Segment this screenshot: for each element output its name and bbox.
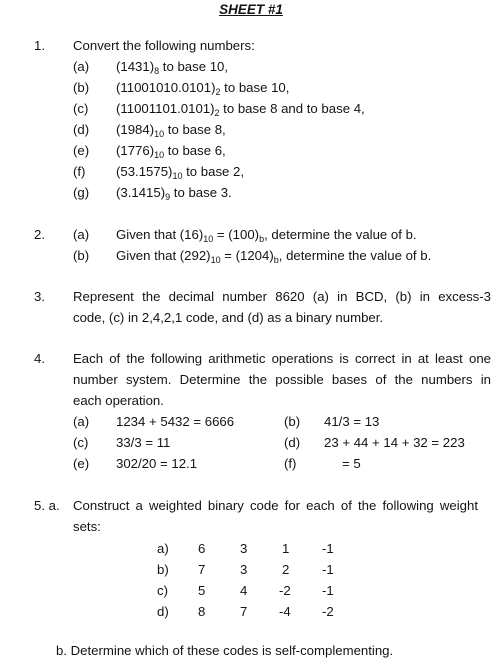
- weight-row-label: d): [157, 604, 169, 619]
- weight-value: -4: [279, 604, 291, 619]
- q2-item-letter: (b): [73, 248, 90, 263]
- weight-value: 5: [198, 583, 206, 598]
- weight-value: 8: [198, 604, 206, 619]
- q4-line: number system. Determine the possible bases of the numbers in: [73, 372, 491, 387]
- weight-row-label: a): [157, 541, 169, 556]
- q4-op-expr: 23 + 44 + 14 + 32 = 223: [324, 435, 465, 450]
- q1-item-letter: (g): [73, 185, 90, 200]
- weight-row-label: b): [157, 562, 169, 577]
- sheet-title: SHEET #1: [219, 2, 283, 17]
- q1-item-text: $(1776)_{10}$ to base 6,: [116, 143, 226, 160]
- q4-op-letter: (b): [284, 414, 301, 429]
- q5-number: 5. a.: [34, 498, 60, 513]
- weight-value: -1: [322, 583, 334, 598]
- q1-item-letter: (a): [73, 59, 90, 74]
- q1-number: 1.: [34, 38, 45, 53]
- q2-number: 2.: [34, 227, 45, 242]
- q1-item-letter: (d): [73, 122, 90, 137]
- weight-value: 6: [198, 541, 206, 556]
- weight-value: 3: [240, 562, 248, 577]
- q1-item-letter: (b): [73, 80, 90, 95]
- weight-value: -1: [322, 562, 334, 577]
- q4-op-expr: 33/3 = 11: [116, 435, 171, 450]
- q2-item-letter: (a): [73, 227, 90, 242]
- q1-item-text: $(3.1415)_9$ to base 3.: [116, 185, 232, 202]
- weight-value: 1: [282, 541, 290, 556]
- q1-prompt: Convert the following numbers:: [73, 38, 255, 53]
- weight-value: -2: [322, 604, 334, 619]
- q1-item-text: $(53.1575)_{10}$ to base 2,: [116, 164, 245, 181]
- weight-value: 2: [282, 562, 290, 577]
- q1-item-letter: (c): [73, 101, 89, 116]
- q3-line: Represent the decimal number 8620 (a) in BCD, (b) in excess-3: [73, 289, 491, 304]
- q4-op-expr: 41/3 = 13: [324, 414, 380, 429]
- weight-value: 3: [240, 541, 248, 556]
- q4-line: each operation.: [73, 393, 164, 408]
- weight-value: -2: [279, 583, 291, 598]
- q4-number: 4.: [34, 351, 45, 366]
- q3-line: code, (c) in 2,4,2,1 code, and (d) as a binary number.: [73, 310, 384, 325]
- q4-op-expr: 1234 + 5432 = 6666: [116, 414, 235, 429]
- q2-item-text: Given that $(16)_{10} = (100)_b$, determine the value of b.: [116, 227, 417, 244]
- q4-op-letter: (c): [73, 435, 89, 450]
- q4-op-expr: = 5: [342, 456, 361, 471]
- q5-line: Construct a weighted binary code for each of the following weight: [73, 498, 478, 513]
- q4-op-letter: (a): [73, 414, 90, 429]
- q1-item-text: $(11001010.0101)_2$ to base 10,: [116, 80, 290, 97]
- q4-op-letter: (e): [73, 456, 90, 471]
- q1-item-letter: (f): [73, 164, 86, 179]
- q1-item-text: $(1431)_8$ to base 10,: [116, 59, 229, 76]
- weight-row-label: c): [157, 583, 168, 598]
- q5-part-b: b. Determine which of these codes is self-complementing.: [56, 643, 394, 658]
- q1-item-letter: (e): [73, 143, 90, 158]
- q4-line: Each of the following arithmetic operations is correct in at least one: [73, 351, 491, 366]
- q2-item-text: Given that $(292)_{10} = (1204)_b$, determine the value of b.: [116, 248, 432, 265]
- q1-item-text: $(1984)_{10}$ to base 8,: [116, 122, 226, 139]
- q3-number: 3.: [34, 289, 45, 304]
- weight-value: 7: [240, 604, 248, 619]
- weight-value: -1: [322, 541, 334, 556]
- weight-value: 4: [240, 583, 248, 598]
- q4-op-letter: (d): [284, 435, 301, 450]
- q5-line: sets:: [73, 519, 101, 534]
- q4-op-letter: (f): [284, 456, 297, 471]
- weight-value: 7: [198, 562, 206, 577]
- q4-op-expr: 302/20 = 12.1: [116, 456, 198, 471]
- q1-item-text: $(11001101.0101)_2$ to base 8 and to base 4,: [116, 101, 365, 118]
